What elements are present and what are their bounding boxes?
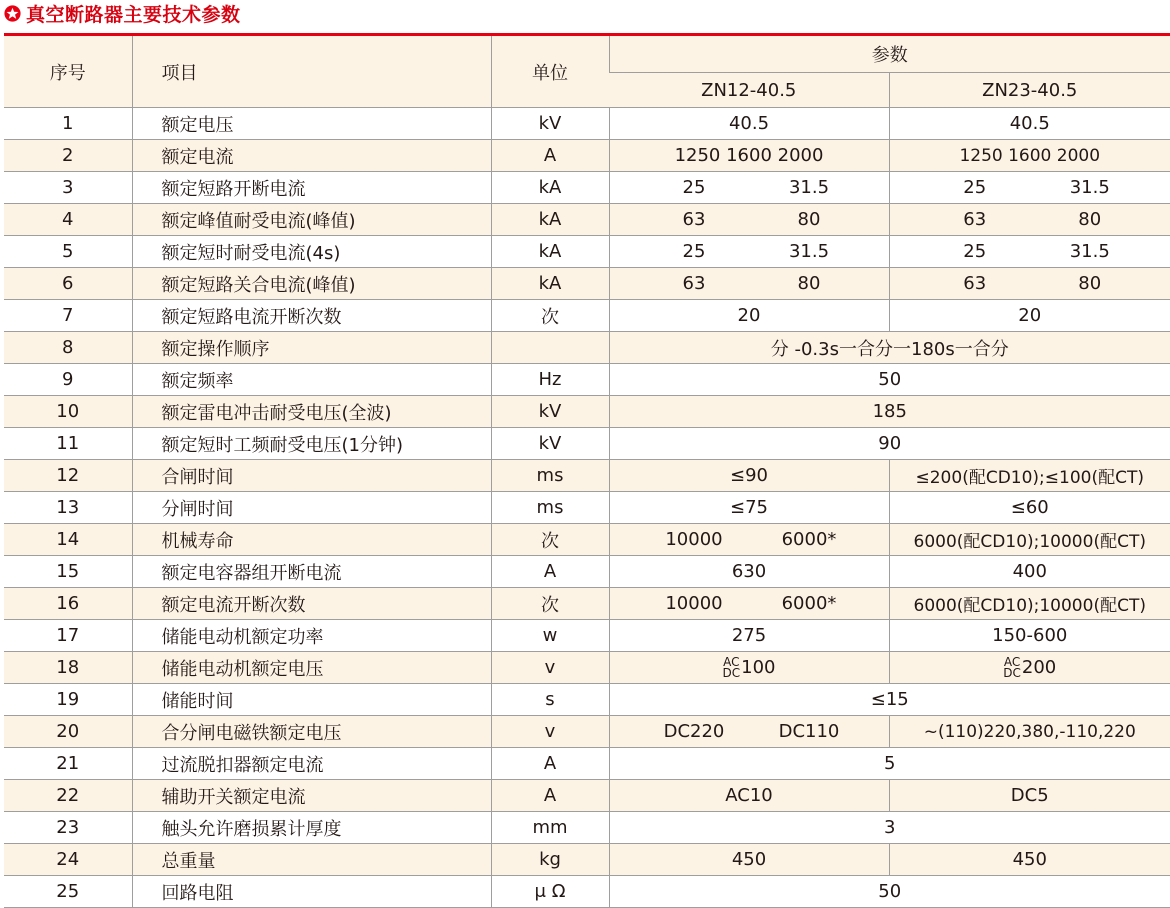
value-cell [609,172,889,204]
value-cell: 1250 1600 2000 [609,140,889,172]
item-cell: 额定雷电冲击耐受电压(全波) [132,396,491,428]
item-cell: 额定短路开断电流 [132,172,491,204]
value-part: 25 [915,177,1035,198]
unit-cell: kA [491,268,609,300]
header-params: 参数 [609,36,1170,73]
spec-table [4,36,1170,908]
seq-cell: 17 [4,620,132,652]
ac-dc-label [723,657,741,679]
value-cell: 400 [889,556,1170,588]
value-part: 31.5 [754,241,864,262]
value-cell: 20 [609,300,889,332]
unit-cell: v [491,652,609,684]
unit-cell: kA [491,204,609,236]
voltage-value: 200 [1022,657,1056,678]
header-seq: 序号 [4,36,132,108]
table-row [4,364,1170,396]
value-cell: 630 [609,556,889,588]
table-row [4,748,1170,780]
item-cell: 总重量 [132,844,491,876]
unit-cell: w [491,620,609,652]
item-cell: 额定电压 [132,108,491,140]
header-row [4,36,1170,73]
unit-cell: kA [491,236,609,268]
value-cell: ≤200(配CD10);≤100(配CT) [889,460,1170,492]
item-cell: 合闸时间 [132,460,491,492]
unit-cell: Hz [491,364,609,396]
value-pair [890,241,1170,262]
unit-cell: 次 [491,588,609,620]
seq-cell: 24 [4,844,132,876]
value-part: 25 [634,241,754,262]
value-cell: 450 [609,844,889,876]
value-pair [610,273,889,294]
unit-cell: A [491,556,609,588]
value-cell: 150-600 [889,620,1170,652]
seq-cell: 14 [4,524,132,556]
unit-cell: kg [491,844,609,876]
table-row [4,844,1170,876]
value-part: 6000* [754,529,864,550]
value-cell: ≤90 [609,460,889,492]
value-part: DC220 [634,721,754,742]
item-cell: 触头允许磨损累计厚度 [132,812,491,844]
table-row [4,428,1170,460]
seq-cell: 6 [4,268,132,300]
value-cell: DC5 [889,780,1170,812]
seq-cell: 4 [4,204,132,236]
seq-cell: 8 [4,332,132,364]
item-cell: 储能电动机额定电压 [132,652,491,684]
unit-cell: kV [491,428,609,460]
value-cell [609,204,889,236]
ac-dc-label [1003,657,1021,679]
table-row [4,492,1170,524]
value-part: 80 [754,273,864,294]
value-cell: 1250 1600 2000 [889,140,1170,172]
value-cell [609,652,889,684]
item-cell: 合分闸电磁铁额定电压 [132,716,491,748]
value-pair [890,177,1170,198]
table-row [4,524,1170,556]
value-cell-merged: 3 [609,812,1170,844]
item-cell: 额定频率 [132,364,491,396]
item-cell: 额定电流 [132,140,491,172]
dc-label: DC [1003,668,1021,679]
seq-cell: 21 [4,748,132,780]
seq-cell: 13 [4,492,132,524]
table-row [4,204,1170,236]
value-part: 63 [634,209,754,230]
value-pair [610,209,889,230]
voltage-value: 100 [741,657,775,678]
value-cell: 40.5 [889,108,1170,140]
value-pair [610,529,889,550]
value-pair [890,273,1170,294]
unit-cell: ms [491,492,609,524]
item-cell: 分闸时间 [132,492,491,524]
value-cell: 20 [889,300,1170,332]
value-part: 80 [1035,273,1145,294]
value-part: 25 [915,241,1035,262]
seq-cell: 2 [4,140,132,172]
table-row [4,812,1170,844]
value-cell: 450 [889,844,1170,876]
item-cell: 额定电流开断次数 [132,588,491,620]
value-cell: AC10 [609,780,889,812]
value-cell [889,172,1170,204]
item-cell: 额定峰值耐受电流(峰值) [132,204,491,236]
star-badge-icon [4,5,21,22]
unit-cell: mm [491,812,609,844]
value-part: 6000* [754,593,864,614]
table-row [4,716,1170,748]
ac-label: AC [723,657,741,668]
unit-cell: 次 [491,524,609,556]
table-row [4,172,1170,204]
value-pair [610,241,889,262]
value-cell-merged: 分 -0.3s一合分一180s一合分 [609,332,1170,364]
seq-cell: 18 [4,652,132,684]
seq-cell: 1 [4,108,132,140]
value-cell: ≤60 [889,492,1170,524]
value-part: 63 [634,273,754,294]
unit-cell: kV [491,108,609,140]
value-cell [609,524,889,556]
value-part: 10000 [634,529,754,550]
seq-cell: 11 [4,428,132,460]
item-cell: 储能时间 [132,684,491,716]
value-part: 31.5 [1035,241,1145,262]
item-cell: 辅助开关额定电流 [132,780,491,812]
table-row [4,108,1170,140]
value-part: 63 [915,273,1035,294]
unit-cell: kA [491,172,609,204]
unit-cell: kV [491,396,609,428]
seq-cell: 12 [4,460,132,492]
table-row [4,396,1170,428]
table-row [4,300,1170,332]
value-cell [889,268,1170,300]
value-part: 80 [754,209,864,230]
value-pair [610,593,889,614]
seq-cell: 20 [4,716,132,748]
value-cell: 40.5 [609,108,889,140]
ac-label: AC [1003,657,1021,668]
seq-cell: 10 [4,396,132,428]
item-cell: 过流脱扣器额定电流 [132,748,491,780]
value-part: 25 [634,177,754,198]
value-cell: 6000(配CD10);10000(配CT) [889,524,1170,556]
value-cell-merged: 5 [609,748,1170,780]
value-cell [889,204,1170,236]
value-cell [609,236,889,268]
table-row [4,460,1170,492]
value-part: 31.5 [754,177,864,198]
unit-cell: 次 [491,300,609,332]
item-cell: 储能电动机额定功率 [132,620,491,652]
value-part: 63 [915,209,1035,230]
value-cell: ≤75 [609,492,889,524]
value-pair [890,209,1170,230]
table-row [4,684,1170,716]
value-cell-merged: 50 [609,876,1170,908]
value-cell [609,268,889,300]
item-cell: 额定短时耐受电流(4s) [132,236,491,268]
seq-cell: 5 [4,236,132,268]
item-cell: 额定短路关合电流(峰值) [132,268,491,300]
unit-cell: A [491,140,609,172]
unit-cell: v [491,716,609,748]
value-cell [889,236,1170,268]
table-row [4,140,1170,172]
value-part: 80 [1035,209,1145,230]
seq-cell: 22 [4,780,132,812]
table-row [4,876,1170,908]
spec-table-body [4,108,1170,908]
value-cell-merged: 90 [609,428,1170,460]
unit-cell: A [491,780,609,812]
seq-cell: 15 [4,556,132,588]
value-part: DC110 [754,721,864,742]
table-row [4,268,1170,300]
header-model-a: ZN12-40.5 [609,73,889,108]
table-row [4,652,1170,684]
unit-cell [491,332,609,364]
item-cell: 额定电容器组开断电流 [132,556,491,588]
item-cell: 回路电阻 [132,876,491,908]
item-cell: 额定短路电流开断次数 [132,300,491,332]
unit-cell: μ Ω [491,876,609,908]
value-pair [610,177,889,198]
value-cell-merged: 50 [609,364,1170,396]
table-row [4,236,1170,268]
value-part: 10000 [634,593,754,614]
item-cell: 额定操作顺序 [132,332,491,364]
value-cell: 6000(配CD10);10000(配CT) [889,588,1170,620]
table-row [4,556,1170,588]
seq-cell: 9 [4,364,132,396]
value-cell-merged: ≤15 [609,684,1170,716]
unit-cell: ms [491,460,609,492]
value-cell [609,588,889,620]
item-cell: 额定短时工频耐受电压(1分钟) [132,428,491,460]
table-row [4,620,1170,652]
header-model-b: ZN23-40.5 [889,73,1170,108]
table-row [4,332,1170,364]
seq-cell: 19 [4,684,132,716]
value-cell-merged: 185 [609,396,1170,428]
value-pair [610,721,889,742]
dc-label: DC [723,668,741,679]
unit-cell: s [491,684,609,716]
table-row [4,588,1170,620]
seq-cell: 25 [4,876,132,908]
header-item: 项目 [132,36,491,108]
value-part: 31.5 [1035,177,1145,198]
value-cell [889,652,1170,684]
seq-cell: 7 [4,300,132,332]
seq-cell: 3 [4,172,132,204]
seq-cell: 23 [4,812,132,844]
value-cell: ~(110)220,380,-110,220 [889,716,1170,748]
header-unit: 单位 [491,36,609,108]
table-row [4,780,1170,812]
unit-cell: A [491,748,609,780]
section-title [4,0,241,26]
value-cell [609,716,889,748]
value-cell: 275 [609,620,889,652]
seq-cell: 16 [4,588,132,620]
item-cell: 机械寿命 [132,524,491,556]
title-text: 真空断路器主要技术参数 [26,0,241,27]
